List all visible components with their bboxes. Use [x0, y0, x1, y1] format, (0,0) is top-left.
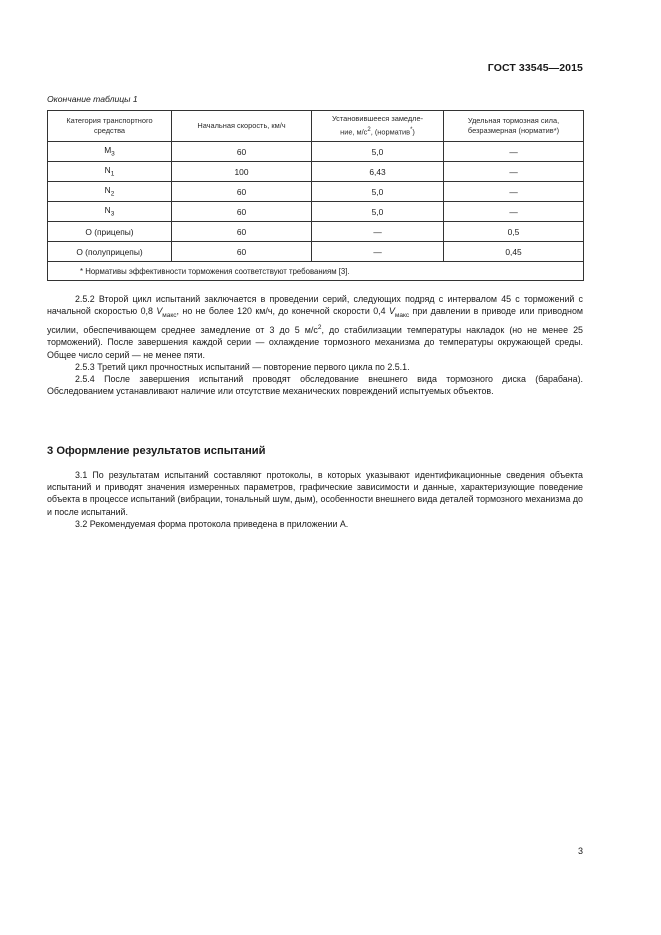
table-caption: Окончание таблицы 1: [47, 94, 138, 104]
cell-speed: 60: [172, 182, 312, 202]
paragraph-2-5-4: 2.5.4 После завершения испытаний проводят обследование внешнего вида тормозного диска (барабана). Обследованием устанавливают наличие или отсутствие механических повреждений испытуемых объектов.: [47, 373, 583, 397]
section-2-5-paragraphs: [47, 293, 583, 397]
paragraph-2-5-3: 2.5.3 Третий цикл прочностных испытаний — повторение первого цикла по 2.5.1.: [75, 361, 410, 372]
table-row: [48, 162, 584, 182]
specs-table: [47, 110, 584, 281]
cell-brake-force: —: [444, 162, 584, 182]
cell-category: $N_2$: [48, 182, 172, 202]
cell-deceleration: 6,43: [312, 162, 444, 182]
cell-deceleration: 5,0: [312, 142, 444, 162]
section-3-paragraphs: [47, 469, 583, 530]
document-id: ГОСТ 33545—2015: [487, 62, 583, 74]
table-row: [48, 222, 584, 242]
paragraph-3-1: 3.1 По результатам испытаний составляют протоколы, в которых указывают идентификационные сведения объекта испытаний и приводят значения измеренных параметров, графические зависимости и данные, характеризующие поведение объекта в процессе испытаний (вибрации, тональный шум, дым), особенности внешнего вида деталей тормозного механизма до и после испытаний.: [47, 470, 583, 517]
page-number: 3: [577, 846, 583, 856]
cell-speed: 60: [172, 142, 312, 162]
cell-brake-force: 0,45: [444, 242, 584, 262]
col-header-brake-force: Удельная тормозная сила, безразмерная (норматив*): [444, 111, 584, 142]
table-row: [48, 142, 584, 162]
cell-deceleration: —: [312, 222, 444, 242]
cell-speed: 60: [172, 242, 312, 262]
cell-brake-force: —: [444, 142, 584, 162]
cell-category: $M_3$: [48, 142, 172, 162]
cell-deceleration: —: [312, 242, 444, 262]
col-header-category: Категория транспортного средства: [48, 111, 172, 142]
section-heading: 3 Оформление результатов испытаний: [47, 445, 266, 457]
cell-brake-force: —: [444, 202, 584, 222]
cell-brake-force: 0,5: [444, 222, 584, 242]
cell-category: $N_1$: [48, 162, 172, 182]
cell-deceleration: 5,0: [312, 202, 444, 222]
col-header-deceleration: Установившееся замедле- ние, $м/с^2$, (норматив*): [312, 111, 444, 142]
paragraph-2-5-2: 2.5.2 Второй цикл испытаний заключается в проведении серий, следующих подряд с интервалом 45 с торможений с начальной скоростью 0,8 $V_{макс}$, но не более 120 км/ч, до конечной скорости 0,4 $V_{макс}$ при давлении в приводе или приводном усилии, обеспечивающем среднее замедление от 3 до 5 $м/с^2$, до стабилизации температуры накладок (но не менее 25 торможений). После завершения каждой серии — охлаждение тормозного механизма до температуры окружающей среды. Общее число серий — не менее пяти.: [47, 294, 583, 360]
table-header-row: [48, 111, 584, 142]
cell-speed: 60: [172, 222, 312, 242]
table-footnote-row: [48, 262, 584, 281]
cell-deceleration: 5,0: [312, 182, 444, 202]
cell-speed: 60: [172, 202, 312, 222]
table-footnote: * Нормативы эффективности торможения соответствуют требованиям [3].: [48, 262, 584, 281]
cell-speed: 100: [172, 162, 312, 182]
table-row: [48, 182, 584, 202]
cell-brake-force: —: [444, 182, 584, 202]
table-row: [48, 242, 584, 262]
cell-category: $N_3$: [48, 202, 172, 222]
paragraph-3-2: 3.2 Рекомендуемая форма протокола приведена в приложении А.: [75, 518, 349, 529]
col-header-speed: Начальная скорость, км/ч: [172, 111, 312, 142]
cell-category: O (прицепы): [48, 222, 172, 242]
cell-category: O (полуприцепы): [48, 242, 172, 262]
table-row: [48, 202, 584, 222]
